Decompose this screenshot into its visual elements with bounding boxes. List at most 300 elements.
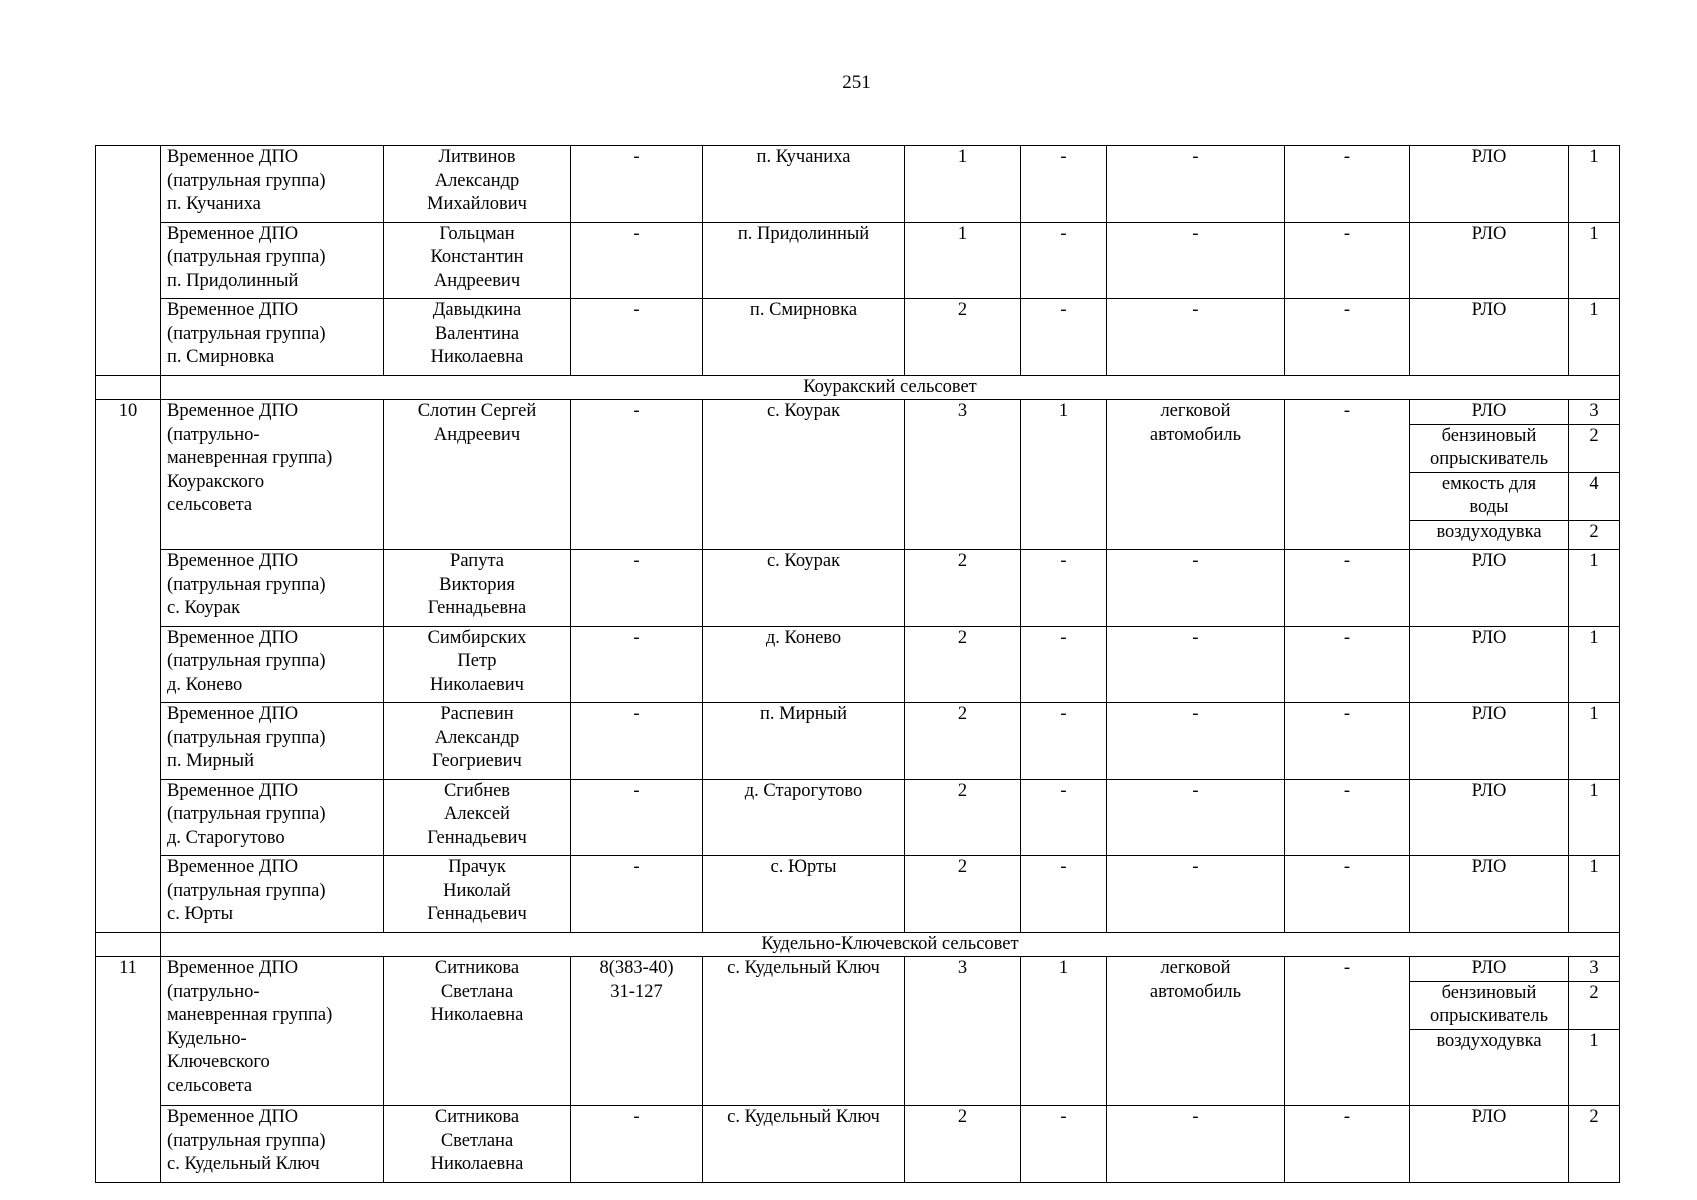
table-row (96, 1106, 1620, 1183)
section-title (161, 375, 1620, 400)
unit-name-cell-text: Временное ДПО (167, 704, 299, 724)
equipment-qty-cell-text: 1 (1589, 551, 1599, 571)
phone-cell-text: - (633, 780, 640, 801)
equipment-name-cell (1410, 400, 1569, 425)
place-cell (703, 1106, 905, 1183)
tech-type-cell-text: - (1192, 1107, 1199, 1127)
tech-type-cell (1107, 779, 1285, 856)
phone-cell-text: - (633, 147, 640, 167)
equipment-name-cell (1410, 472, 1569, 520)
head-name-cell (384, 222, 571, 299)
unit-name-cell-text: с. Кудельный Ключ (167, 1154, 320, 1174)
phone-cell (571, 400, 703, 550)
tech-type-cell-text: - (1192, 857, 1199, 877)
head-name-cell-text: Геннадьевич (427, 827, 527, 848)
tech-type-cell (1107, 222, 1285, 299)
head-name-cell (384, 550, 571, 627)
head-name-cell-text: Андреевич (433, 270, 521, 291)
people-count-cell (905, 703, 1021, 780)
equipment-name-cell (1410, 1106, 1569, 1183)
table-row (96, 856, 1620, 933)
phone-cell (571, 550, 703, 627)
equipment-qty-cell-text: 1 (1589, 627, 1599, 648)
people-count-cell-text: 3 (957, 958, 968, 978)
equipment-name-cell-text: РЛО (1471, 147, 1507, 167)
unit-name-cell-text: Временное ДПО (167, 958, 299, 978)
equipment-qty-cell-text: 2 (1589, 1107, 1599, 1127)
tech-count-cell-text: - (1060, 147, 1067, 167)
unit-name-cell (161, 856, 384, 933)
tech-type-cell-text: - (1192, 300, 1199, 320)
unit-name-cell (161, 626, 384, 703)
equipment-qty-cell-text: 2 (1589, 425, 1599, 446)
section-title-text: Кудельно-Ключевской сельсовет (761, 933, 1019, 954)
people-count-cell-text: 1 (957, 223, 968, 244)
equipment-name-cell (1410, 299, 1569, 376)
equipment-qty-cell (1569, 779, 1620, 856)
column-9-cell (1285, 626, 1410, 703)
people-count-cell-text: 2 (957, 300, 968, 320)
tech-count-cell (1021, 550, 1107, 627)
tech-type-cell (1107, 1106, 1285, 1183)
head-name-cell (384, 400, 571, 550)
equipment-qty-cell (1569, 146, 1620, 223)
table-row (96, 299, 1620, 376)
people-count-cell (905, 550, 1021, 627)
equipment-name-cell (1410, 957, 1569, 982)
unit-name-cell-text: сельсовета (167, 495, 253, 515)
equipment-name-cell-text: РЛО (1471, 300, 1507, 320)
column-9-cell (1285, 703, 1410, 780)
table-row (96, 400, 1620, 425)
unit-name-cell-text: с. Коурак (167, 598, 241, 618)
tech-count-cell-text: - (1060, 300, 1067, 320)
tech-type-cell-text: - (1192, 223, 1199, 244)
head-name-cell-text: Геннадьевна (427, 598, 527, 618)
phone-cell-text: - (633, 551, 640, 571)
equipment-qty-cell (1569, 703, 1620, 780)
unit-name-cell-text: (патрульно- (167, 424, 260, 445)
row-number-cell (96, 932, 161, 957)
equipment-name-cell-text: РЛО (1471, 704, 1507, 724)
unit-name-cell-text: Временное ДПО (167, 300, 299, 320)
head-name-cell-text: Литвинов (438, 147, 516, 167)
column-9-cell-text: - (1343, 300, 1351, 320)
unit-name-cell-text: п. Смирновка (167, 347, 275, 367)
head-name-cell-text: Светлана (440, 1130, 514, 1151)
people-count-cell-text: 2 (957, 704, 968, 724)
phone-cell-text: - (633, 401, 640, 421)
unit-name-cell-text: д. Конево (167, 674, 243, 695)
place-cell-text: д. Старогутово (744, 780, 863, 801)
place-cell-text: п. Мирный (760, 704, 847, 724)
equipment-name-cell-text: воздуходувка (1436, 521, 1542, 542)
people-count-cell (905, 222, 1021, 299)
row-number-cell (96, 957, 161, 1183)
tech-type-cell-text: автомобиль (1149, 424, 1242, 445)
unit-name-cell-text: п. Придолинный (167, 270, 299, 291)
forces-table (95, 145, 1620, 1183)
head-name-cell-text: Геогриевич (432, 751, 522, 771)
phone-cell (571, 146, 703, 223)
phone-cell-text: 8(383-40) (599, 958, 674, 978)
tech-count-cell (1021, 400, 1107, 550)
tech-count-cell-text: 1 (1058, 958, 1069, 978)
people-count-cell (905, 856, 1021, 933)
equipment-name-cell-text: бензиновый (1441, 982, 1537, 1003)
equipment-qty-cell (1569, 957, 1620, 982)
people-count-cell-text: 2 (957, 627, 968, 648)
people-count-cell-text: 1 (957, 147, 968, 167)
unit-name-cell-text: Временное ДПО (167, 627, 299, 648)
equipment-name-cell (1410, 981, 1569, 1029)
unit-name-cell-text: с. Юрты (167, 904, 233, 924)
unit-name-cell-text: п. Мирный (167, 751, 254, 771)
place-cell-text: с. Коурак (766, 401, 841, 421)
head-name-cell (384, 779, 571, 856)
tech-count-cell-text: - (1060, 551, 1067, 571)
head-name-cell-text: Валентина (434, 323, 520, 344)
unit-name-cell-text: д. Старогутово (167, 827, 285, 848)
phone-cell-text: - (633, 704, 640, 724)
equipment-qty-cell-text: 1 (1589, 780, 1599, 801)
tech-count-cell (1021, 146, 1107, 223)
equipment-qty-cell-text: 1 (1589, 223, 1599, 244)
unit-name-cell (161, 957, 384, 1106)
phone-cell-text: - (633, 223, 640, 244)
head-name-cell (384, 146, 571, 223)
place-cell (703, 400, 905, 550)
table-row (96, 626, 1620, 703)
column-9-cell (1285, 550, 1410, 627)
equipment-qty-cell-text: 1 (1589, 1030, 1599, 1051)
tech-count-cell-text: - (1060, 857, 1067, 877)
people-count-cell (905, 299, 1021, 376)
unit-name-cell-text: (патрульная группа) (167, 880, 326, 901)
equipment-qty-cell-text: 1 (1589, 147, 1599, 167)
unit-name-cell (161, 222, 384, 299)
place-cell-text: д. Конево (765, 627, 842, 648)
phone-cell-text: - (633, 627, 640, 648)
phone-cell-text: 31-127 (610, 981, 663, 1002)
unit-name-cell-text: п. Кучаниха (167, 194, 261, 214)
equipment-name-cell-text: РЛО (1471, 551, 1507, 571)
place-cell (703, 222, 905, 299)
equipment-name-cell-text: РЛО (1471, 780, 1507, 801)
place-cell-text: п. Придолинный (737, 223, 870, 244)
place-cell-text: с. Кудельный Ключ (727, 958, 880, 978)
people-count-cell (905, 400, 1021, 550)
people-count-cell-text: 2 (957, 780, 968, 801)
tech-count-cell-text: 1 (1058, 401, 1069, 421)
head-name-cell-text: Давыдкина (432, 300, 522, 320)
head-name-cell-text: Николаевна (430, 347, 524, 367)
unit-name-cell-text: (патрульная группа) (167, 804, 326, 824)
head-name-cell-text: Николай (443, 880, 511, 901)
tech-type-cell-text: легковой (1160, 401, 1231, 421)
head-name-cell-text: Рапута (450, 551, 504, 571)
phone-cell (571, 856, 703, 933)
tech-type-cell-text: - (1192, 147, 1199, 167)
head-name-cell (384, 856, 571, 933)
unit-name-cell-text: Временное ДПО (167, 147, 299, 167)
phone-cell (571, 222, 703, 299)
unit-name-cell-text: (патрульная группа) (167, 727, 326, 748)
table-row (96, 957, 1620, 982)
phone-cell (571, 957, 703, 1106)
column-9-cell-text: - (1343, 551, 1351, 571)
tech-count-cell-text: - (1060, 1107, 1067, 1127)
head-name-cell-text: Светлана (440, 981, 514, 1002)
place-cell (703, 856, 905, 933)
unit-name-cell-text: (патрульная группа) (167, 1130, 326, 1151)
equipment-name-cell-text: воды (1469, 497, 1509, 517)
place-cell (703, 299, 905, 376)
head-name-cell-text: Гольцман (439, 223, 515, 244)
unit-name-cell-text: (патрульная группа) (167, 247, 326, 267)
equipment-qty-cell (1569, 424, 1620, 472)
unit-name-cell-text: Кудельно- (167, 1028, 247, 1049)
column-9-cell-text: - (1343, 780, 1351, 801)
place-cell (703, 779, 905, 856)
head-name-cell-text: Николаевна (430, 1154, 524, 1174)
equipment-qty-cell-text: 2 (1589, 521, 1599, 542)
equipment-name-cell (1410, 424, 1569, 472)
unit-name-cell (161, 299, 384, 376)
table-row (96, 779, 1620, 856)
place-cell-text: с. Кудельный Ключ (727, 1107, 880, 1127)
head-name-cell-text: Прачук (448, 857, 506, 877)
people-count-cell (905, 779, 1021, 856)
equipment-qty-cell-text: 4 (1589, 473, 1599, 494)
table-row (96, 703, 1620, 780)
tech-count-cell (1021, 779, 1107, 856)
unit-name-cell-text: Коуракского (167, 471, 265, 492)
tech-count-cell (1021, 957, 1107, 1106)
unit-name-cell-text: Ключевского (167, 1052, 270, 1072)
tech-count-cell (1021, 222, 1107, 299)
people-count-cell-text: 2 (957, 1107, 968, 1127)
tech-type-cell-text: - (1192, 780, 1199, 801)
unit-name-cell (161, 400, 384, 550)
column-9-cell-text: - (1343, 857, 1351, 877)
unit-name-cell-text: сельсовета (167, 1075, 253, 1096)
equipment-qty-cell (1569, 520, 1620, 550)
head-name-cell-text: Андреевич (433, 424, 521, 445)
section-row (96, 932, 1620, 957)
equipment-qty-cell (1569, 1029, 1620, 1106)
equipment-qty-cell (1569, 626, 1620, 703)
place-cell (703, 146, 905, 223)
equipment-name-cell-text: РЛО (1471, 958, 1507, 978)
unit-name-cell (161, 1106, 384, 1183)
equipment-qty-cell (1569, 1106, 1620, 1183)
unit-name-cell-text: Временное ДПО (167, 780, 299, 801)
people-count-cell (905, 1106, 1021, 1183)
table-row (96, 146, 1620, 223)
place-cell (703, 626, 905, 703)
unit-name-cell-text: Временное ДПО (167, 1107, 299, 1127)
tech-type-cell (1107, 856, 1285, 933)
equipment-name-cell-text: опрыскиватель (1429, 1006, 1549, 1026)
unit-name-cell-text: (патрульная группа) (167, 323, 326, 344)
page-number: 251 (842, 72, 871, 93)
head-name-cell-text: Симбирских (427, 627, 527, 648)
place-cell (703, 957, 905, 1106)
tech-type-cell-text: - (1192, 704, 1199, 724)
tech-count-cell (1021, 1106, 1107, 1183)
unit-name-cell-text: (патрульно- (167, 981, 260, 1002)
tech-type-cell (1107, 703, 1285, 780)
equipment-name-cell (1410, 222, 1569, 299)
equipment-name-cell-text: бензиновый (1441, 425, 1537, 446)
place-cell-text: п. Смирновка (749, 300, 858, 320)
head-name-cell (384, 299, 571, 376)
equipment-name-cell (1410, 1029, 1569, 1106)
unit-name-cell-text: Временное ДПО (167, 551, 299, 571)
tech-type-cell (1107, 400, 1285, 550)
column-9-cell (1285, 1106, 1410, 1183)
column-9-cell (1285, 400, 1410, 550)
people-count-cell-text: 2 (957, 857, 968, 877)
column-9-cell-text: - (1343, 627, 1351, 648)
equipment-name-cell-text: РЛО (1471, 1107, 1507, 1127)
equipment-name-cell (1410, 146, 1569, 223)
column-9-cell (1285, 779, 1410, 856)
phone-cell (571, 299, 703, 376)
equipment-qty-cell-text: 1 (1589, 300, 1599, 320)
equipment-name-cell-text: емкость для (1441, 473, 1537, 494)
unit-name-cell (161, 779, 384, 856)
unit-name-cell-text: Временное ДПО (167, 223, 299, 244)
equipment-qty-cell (1569, 222, 1620, 299)
equipment-name-cell-text: РЛО (1471, 857, 1507, 877)
equipment-qty-cell-text: 2 (1589, 982, 1599, 1003)
column-9-cell (1285, 957, 1410, 1106)
column-9-cell-text: - (1343, 401, 1351, 421)
row-number: 11 (119, 958, 137, 978)
place-cell-text: с. Юрты (770, 857, 837, 877)
equipment-qty-cell-text: 3 (1589, 958, 1599, 978)
phone-cell (571, 779, 703, 856)
head-name-cell-text: Ситникова (434, 1107, 520, 1127)
unit-name-cell (161, 550, 384, 627)
unit-name-cell-text: Временное ДПО (167, 857, 299, 877)
tech-count-cell (1021, 299, 1107, 376)
equipment-qty-cell (1569, 981, 1620, 1029)
place-cell (703, 550, 905, 627)
place-cell (703, 703, 905, 780)
column-9-cell-text: - (1343, 958, 1351, 978)
equipment-qty-cell (1569, 299, 1620, 376)
people-count-cell (905, 146, 1021, 223)
tech-count-cell-text: - (1060, 704, 1067, 724)
equipment-name-cell-text: воздуходувка (1436, 1030, 1542, 1051)
section-title (161, 932, 1620, 957)
unit-name-cell-text: Временное ДПО (167, 401, 299, 421)
head-name-cell (384, 957, 571, 1106)
column-9-cell (1285, 856, 1410, 933)
tech-count-cell (1021, 626, 1107, 703)
head-name-cell-text: Петр (457, 651, 497, 671)
phone-cell (571, 626, 703, 703)
column-9-cell-text: - (1343, 704, 1351, 724)
unit-name-cell (161, 146, 384, 223)
column-9-cell (1285, 299, 1410, 376)
head-name-cell-text: Геннадьевич (427, 904, 527, 924)
head-name-cell-text: Виктория (439, 574, 515, 595)
tech-type-cell-text: - (1192, 627, 1199, 648)
tech-type-cell-text: - (1192, 551, 1199, 571)
head-name-cell-text: Алексей (444, 804, 510, 824)
equipment-name-cell-text: РЛО (1471, 627, 1507, 648)
unit-name-cell-text: (патрульная группа) (167, 651, 326, 671)
tech-type-cell-text: легковой (1160, 958, 1231, 978)
equipment-name-cell (1410, 520, 1569, 550)
tech-type-cell (1107, 626, 1285, 703)
row-number: 10 (118, 401, 138, 421)
head-name-cell (384, 703, 571, 780)
unit-name-cell-text: маневренная группа) (167, 448, 333, 468)
tech-type-cell (1107, 146, 1285, 223)
equipment-name-cell (1410, 779, 1569, 856)
equipment-qty-cell (1569, 472, 1620, 520)
tech-type-cell (1107, 550, 1285, 627)
equipment-qty-cell-text: 1 (1589, 857, 1599, 877)
equipment-name-cell-text: РЛО (1471, 223, 1507, 244)
unit-name-cell-text: маневренная группа) (167, 1005, 333, 1025)
table-row (96, 550, 1620, 627)
place-cell-text: п. Кучаниха (756, 147, 851, 167)
head-name-cell-text: Сгибнев (443, 780, 511, 801)
equipment-name-cell (1410, 626, 1569, 703)
tech-count-cell-text: - (1060, 627, 1067, 648)
head-name-cell-text: Слотин Сергей (417, 401, 537, 421)
phone-cell (571, 1106, 703, 1183)
unit-name-cell-text: (патрульная группа) (167, 574, 326, 595)
phone-cell-text: - (633, 1107, 640, 1127)
tech-count-cell-text: - (1060, 780, 1067, 801)
equipment-qty-cell-text: 1 (1589, 704, 1599, 724)
head-name-cell (384, 626, 571, 703)
equipment-qty-cell (1569, 400, 1620, 425)
row-number-cell (96, 146, 161, 376)
phone-cell-text: - (633, 857, 640, 877)
head-name-cell-text: Михайлович (427, 194, 527, 214)
column-9-cell (1285, 222, 1410, 299)
row-number-cell (96, 375, 161, 400)
row-number-cell (96, 400, 161, 933)
head-name-cell-text: Ситникова (434, 958, 520, 978)
tech-type-cell-text: автомобиль (1149, 981, 1242, 1002)
head-name-cell-text: Александр (434, 727, 520, 748)
head-name-cell-text: Александр (434, 170, 520, 191)
people-count-cell (905, 626, 1021, 703)
place-cell-text: с. Коурак (766, 551, 841, 571)
tech-count-cell (1021, 856, 1107, 933)
equipment-name-cell-text: РЛО (1471, 401, 1507, 421)
column-9-cell (1285, 146, 1410, 223)
tech-type-cell (1107, 299, 1285, 376)
column-9-cell-text: - (1343, 1107, 1351, 1127)
equipment-qty-cell-text: 3 (1589, 401, 1599, 421)
people-count-cell-text: 3 (957, 401, 968, 421)
people-count-cell (905, 957, 1021, 1106)
section-row (96, 375, 1620, 400)
equipment-name-cell (1410, 856, 1569, 933)
column-9-cell-text: - (1343, 147, 1351, 167)
people-count-cell-text: 2 (957, 551, 968, 571)
